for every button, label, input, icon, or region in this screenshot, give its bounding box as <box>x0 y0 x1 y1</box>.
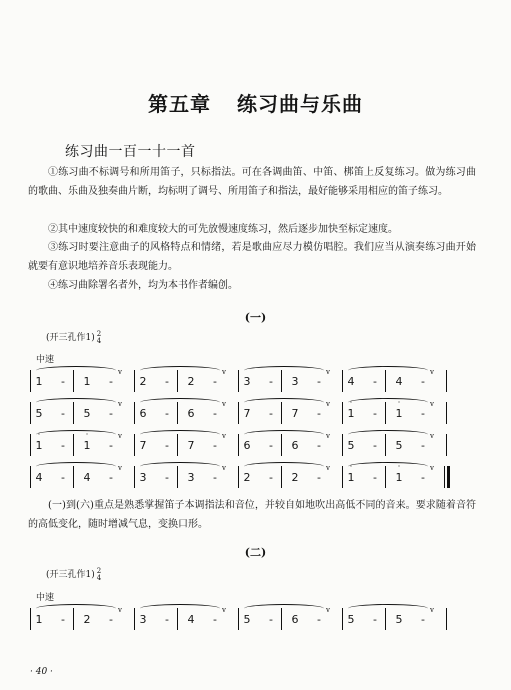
high-octave-dot: · <box>397 398 401 407</box>
score-row <box>30 608 460 632</box>
barline <box>238 466 239 488</box>
meter-top: 2 <box>96 567 102 575</box>
intro-paragraph-1: ①练习曲不标调号和所用笛子，只标指法。可在各调曲笛、中笛、梆笛上反复练习。做为练习曲的歌曲、乐曲及独奏曲片断，均标明了调号、所用笛子和指法，最好能够采用相应的笛子练习。 <box>28 167 476 197</box>
dash: - <box>317 375 321 388</box>
barline <box>134 466 135 488</box>
dash: - <box>109 439 113 452</box>
dash: - <box>213 439 217 452</box>
barline <box>30 608 31 630</box>
chapter-title <box>0 88 511 117</box>
breath-mark: v <box>118 432 122 440</box>
note: 4 <box>347 375 355 388</box>
dash: - <box>61 407 65 420</box>
breath-mark: v <box>222 432 226 440</box>
dash: - <box>373 613 377 626</box>
note: 7 <box>187 439 195 452</box>
slur <box>36 430 116 439</box>
note: 7 <box>139 439 147 452</box>
dash: - <box>317 471 321 484</box>
barline <box>446 608 447 630</box>
dash: - <box>165 471 169 484</box>
note: 3 <box>243 375 251 388</box>
note: 1 <box>35 375 43 388</box>
exercise-note: (一)到(六)重点是熟悉掌握笛子本调指法和音位，并较自如地吹出高低不同的音来。要求随着音符的高低变化，随时增减气息，变换口形。 <box>28 500 476 530</box>
barline <box>134 434 135 456</box>
dash: - <box>269 471 273 484</box>
barline <box>342 434 343 456</box>
note: 1 <box>35 613 43 626</box>
note: 7 <box>243 407 251 420</box>
section-title: 练习曲一百一十一首 <box>65 144 196 160</box>
note: 2 <box>139 375 147 388</box>
note: 4 <box>187 613 195 626</box>
dash: - <box>373 471 377 484</box>
barline <box>446 434 447 456</box>
chapter-name: 练习曲与乐曲 <box>237 92 363 116</box>
note: 5 <box>347 613 355 626</box>
barline <box>30 434 31 456</box>
score-row <box>30 430 460 458</box>
note: 5 <box>395 613 403 626</box>
dash: - <box>165 439 169 452</box>
slur <box>244 398 324 407</box>
intro-paragraph-4: ④练习曲除署名者外，均为本书作者编创。 <box>48 280 238 291</box>
breath-mark: v <box>222 464 226 472</box>
dash: - <box>317 439 321 452</box>
note: 1 <box>347 471 355 484</box>
breath-mark: v <box>118 606 122 614</box>
breath-mark: v <box>430 606 434 614</box>
dash: - <box>61 439 65 452</box>
slur <box>348 366 428 375</box>
note: 4 <box>35 471 43 484</box>
note: 4 <box>395 375 403 388</box>
note: 3 <box>291 375 299 388</box>
dash: - <box>373 407 377 420</box>
dash: - <box>421 439 425 452</box>
high-octave-dot: · <box>37 430 41 439</box>
high-octave-dot: · <box>397 462 401 471</box>
note: 3 <box>139 471 147 484</box>
dash: - <box>269 439 273 452</box>
barline <box>446 370 447 392</box>
dash: - <box>213 471 217 484</box>
barline <box>238 402 239 424</box>
dash: - <box>213 407 217 420</box>
meter-bottom: 4 <box>96 574 102 582</box>
barline <box>342 370 343 392</box>
dash: - <box>61 471 65 484</box>
breath-mark: v <box>326 368 330 376</box>
breath-mark: v <box>430 432 434 440</box>
note: 5 <box>347 439 355 452</box>
dash: - <box>269 375 273 388</box>
chapter-number: 第五章 <box>148 92 211 116</box>
intro-paragraph-3: ③练习时要注意曲子的风格特点和情绪，若是歌曲应尽力模仿唱腔。我们应当从演奏练习曲开始就要有意识地培养音乐表现能力。 <box>28 242 476 272</box>
slur <box>140 430 220 439</box>
dash: - <box>373 375 377 388</box>
breath-mark: v <box>222 368 226 376</box>
note: 1 <box>347 407 355 420</box>
slur <box>244 462 324 471</box>
score-row <box>30 398 460 426</box>
breath-mark: v <box>326 400 330 408</box>
slur <box>348 430 428 439</box>
barline <box>134 370 135 392</box>
dash: - <box>165 613 169 626</box>
high-octave-dot: · <box>349 398 353 407</box>
breath-mark: v <box>326 606 330 614</box>
slur <box>140 604 220 613</box>
dash: - <box>61 613 65 626</box>
dash: - <box>165 375 169 388</box>
dash: - <box>317 613 321 626</box>
dash: - <box>421 375 425 388</box>
note: 1 <box>35 439 43 452</box>
note: 6 <box>139 407 147 420</box>
exercise-1-tempo: 中速 <box>36 355 55 365</box>
note: 2 <box>187 375 195 388</box>
slur <box>140 462 220 471</box>
fingering-label: (开三孔作1) <box>46 570 95 580</box>
note: 1 <box>83 439 91 452</box>
breath-mark: v <box>430 400 434 408</box>
slur <box>348 398 428 407</box>
dash: - <box>269 613 273 626</box>
note: 2 <box>243 471 251 484</box>
time-signature <box>97 331 101 345</box>
final-barline <box>447 466 450 488</box>
slur <box>140 398 220 407</box>
exercise-1-fingering <box>46 330 101 345</box>
high-octave-dot: · <box>349 462 353 471</box>
breath-mark: v <box>430 368 434 376</box>
meter-bottom: 4 <box>96 337 102 345</box>
barline <box>30 466 31 488</box>
note: 4 <box>83 471 91 484</box>
note: 3 <box>187 471 195 484</box>
barline <box>30 370 31 392</box>
note: 6 <box>291 613 299 626</box>
breath-mark: v <box>430 464 434 472</box>
score-row <box>30 370 460 394</box>
barline <box>342 608 343 630</box>
exercise-2-fingering <box>46 567 101 582</box>
note: 2 <box>83 613 91 626</box>
dash: - <box>421 613 425 626</box>
dash: - <box>421 407 425 420</box>
intro-paragraph-2: ②其中速度较快的和难度较大的可先放慢速度练习，然后逐步加快至标定速度。 <box>48 224 398 235</box>
meter-top: 2 <box>96 330 102 338</box>
barline <box>238 608 239 630</box>
score-row <box>30 462 460 490</box>
note: 1 <box>83 375 91 388</box>
page-number: · 40 · <box>30 667 53 677</box>
breath-mark: v <box>222 400 226 408</box>
breath-mark: v <box>326 464 330 472</box>
barline <box>342 466 343 488</box>
breath-mark: v <box>222 606 226 614</box>
barline <box>342 402 343 424</box>
time-signature <box>97 568 101 582</box>
slur <box>244 604 324 613</box>
breath-mark: v <box>118 368 122 376</box>
dash: - <box>109 375 113 388</box>
note: 1 <box>395 407 403 420</box>
dash: - <box>109 407 113 420</box>
slur <box>348 604 428 613</box>
breath-mark: v <box>326 432 330 440</box>
slur <box>244 430 324 439</box>
note: 6 <box>291 439 299 452</box>
slur <box>36 366 116 375</box>
exercise-1-title: (一) <box>244 311 267 324</box>
slur <box>244 366 324 375</box>
dash: - <box>213 375 217 388</box>
dash: - <box>109 471 113 484</box>
note: 6 <box>187 407 195 420</box>
dash: - <box>373 439 377 452</box>
slur <box>348 462 428 471</box>
barline <box>238 370 239 392</box>
barline <box>446 402 447 424</box>
barline <box>238 434 239 456</box>
barline <box>134 608 135 630</box>
note: 5 <box>243 613 251 626</box>
dash: - <box>109 613 113 626</box>
barline <box>30 402 31 424</box>
slur <box>36 398 116 407</box>
fingering-label: (开三孔作1) <box>46 333 95 343</box>
note: 3 <box>139 613 147 626</box>
slur <box>36 462 116 471</box>
dash: - <box>317 407 321 420</box>
note: 5 <box>395 439 403 452</box>
dash: - <box>165 407 169 420</box>
high-octave-dot: · <box>85 430 89 439</box>
dash: - <box>269 407 273 420</box>
exercise-2-tempo: 中速 <box>36 593 55 603</box>
breath-mark: v <box>118 400 122 408</box>
note: 2 <box>291 471 299 484</box>
note: 5 <box>83 407 91 420</box>
barline <box>134 402 135 424</box>
note: 5 <box>35 407 43 420</box>
dash: - <box>213 613 217 626</box>
breath-mark: v <box>118 464 122 472</box>
dash: - <box>61 375 65 388</box>
dash: - <box>421 471 425 484</box>
exercise-2-title: (二) <box>244 546 267 559</box>
slur <box>36 604 116 613</box>
slur <box>140 366 220 375</box>
note: 7 <box>291 407 299 420</box>
note: 6 <box>243 439 251 452</box>
note: 1 <box>395 471 403 484</box>
barline <box>444 466 445 488</box>
